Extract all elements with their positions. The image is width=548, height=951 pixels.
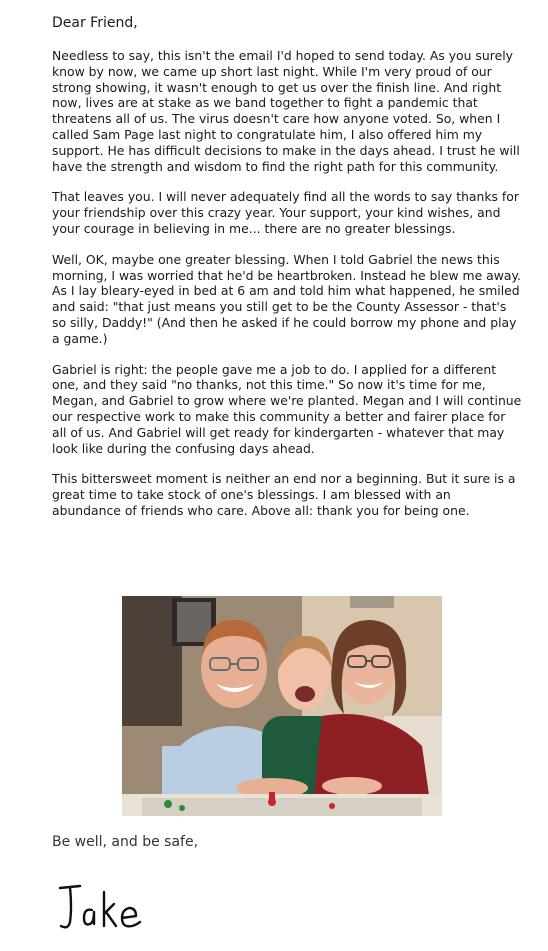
paragraph: Well, OK, maybe one greater blessing. When I told Gabriel the news this morning, I was worried that he'd be heartbroken. Instead he blew me away. As I lay bleary-eyed in bed at 6 am and told him what happened, he smiled and said: "that just means you still get to be the County Assessor - that's so silly, Daddy!" (And then he asked if he could borrow my phone and play a game.) xyxy=(52,251,521,346)
sign-off: Be well, and be safe, xyxy=(52,834,199,850)
family-photo-illustration xyxy=(122,596,442,816)
family-photo xyxy=(122,596,442,816)
signature xyxy=(56,878,156,936)
paragraph: Needless to say, this isn't the email I'd hoped to send today. As you surely know by now, we came up short last night. While I'm very proud of our strong showing, it wasn't enough to get us over the finish line. And right now, lives are at stake as we band together to fight a pandemic that threatens all of us. The virus doesn't care how anyone voted. So, when I called Sam Page last night to congratulate him, I also offered him my support. He has difficult decisions to make in the days ahead. I trust he will have the strength and wisdom to find the right path for this community. xyxy=(52,48,520,174)
paragraph: That leaves you. I will never adequately find all the words to say thanks for your friendship over this crazy year. Your support, your kind wishes, and your courage in believing in me... there are no greater blessings. xyxy=(52,189,519,236)
paragraph: Gabriel is right: the people gave me a job to do. I applied for a different one, and they said "no thanks, not this time." So now it's time for me, Megan, and Gabriel to grow where we're planted. Megan and I will continue our respective work to make this community a better and fairer place for all of us. And Gabriel will get ready for kindergarten - whatever that may look like during the confusing days ahead. xyxy=(52,361,522,456)
paragraph: This bittersweet moment is neither an end nor a beginning. But it sure is a great time to take stock of one's blessings. I am blessed with an abundance of friends who care. Above all: thank you for being one. xyxy=(52,471,516,518)
signature-jake xyxy=(56,878,156,936)
letter-body xyxy=(52,14,522,534)
greeting: Dear Friend, xyxy=(52,15,138,31)
